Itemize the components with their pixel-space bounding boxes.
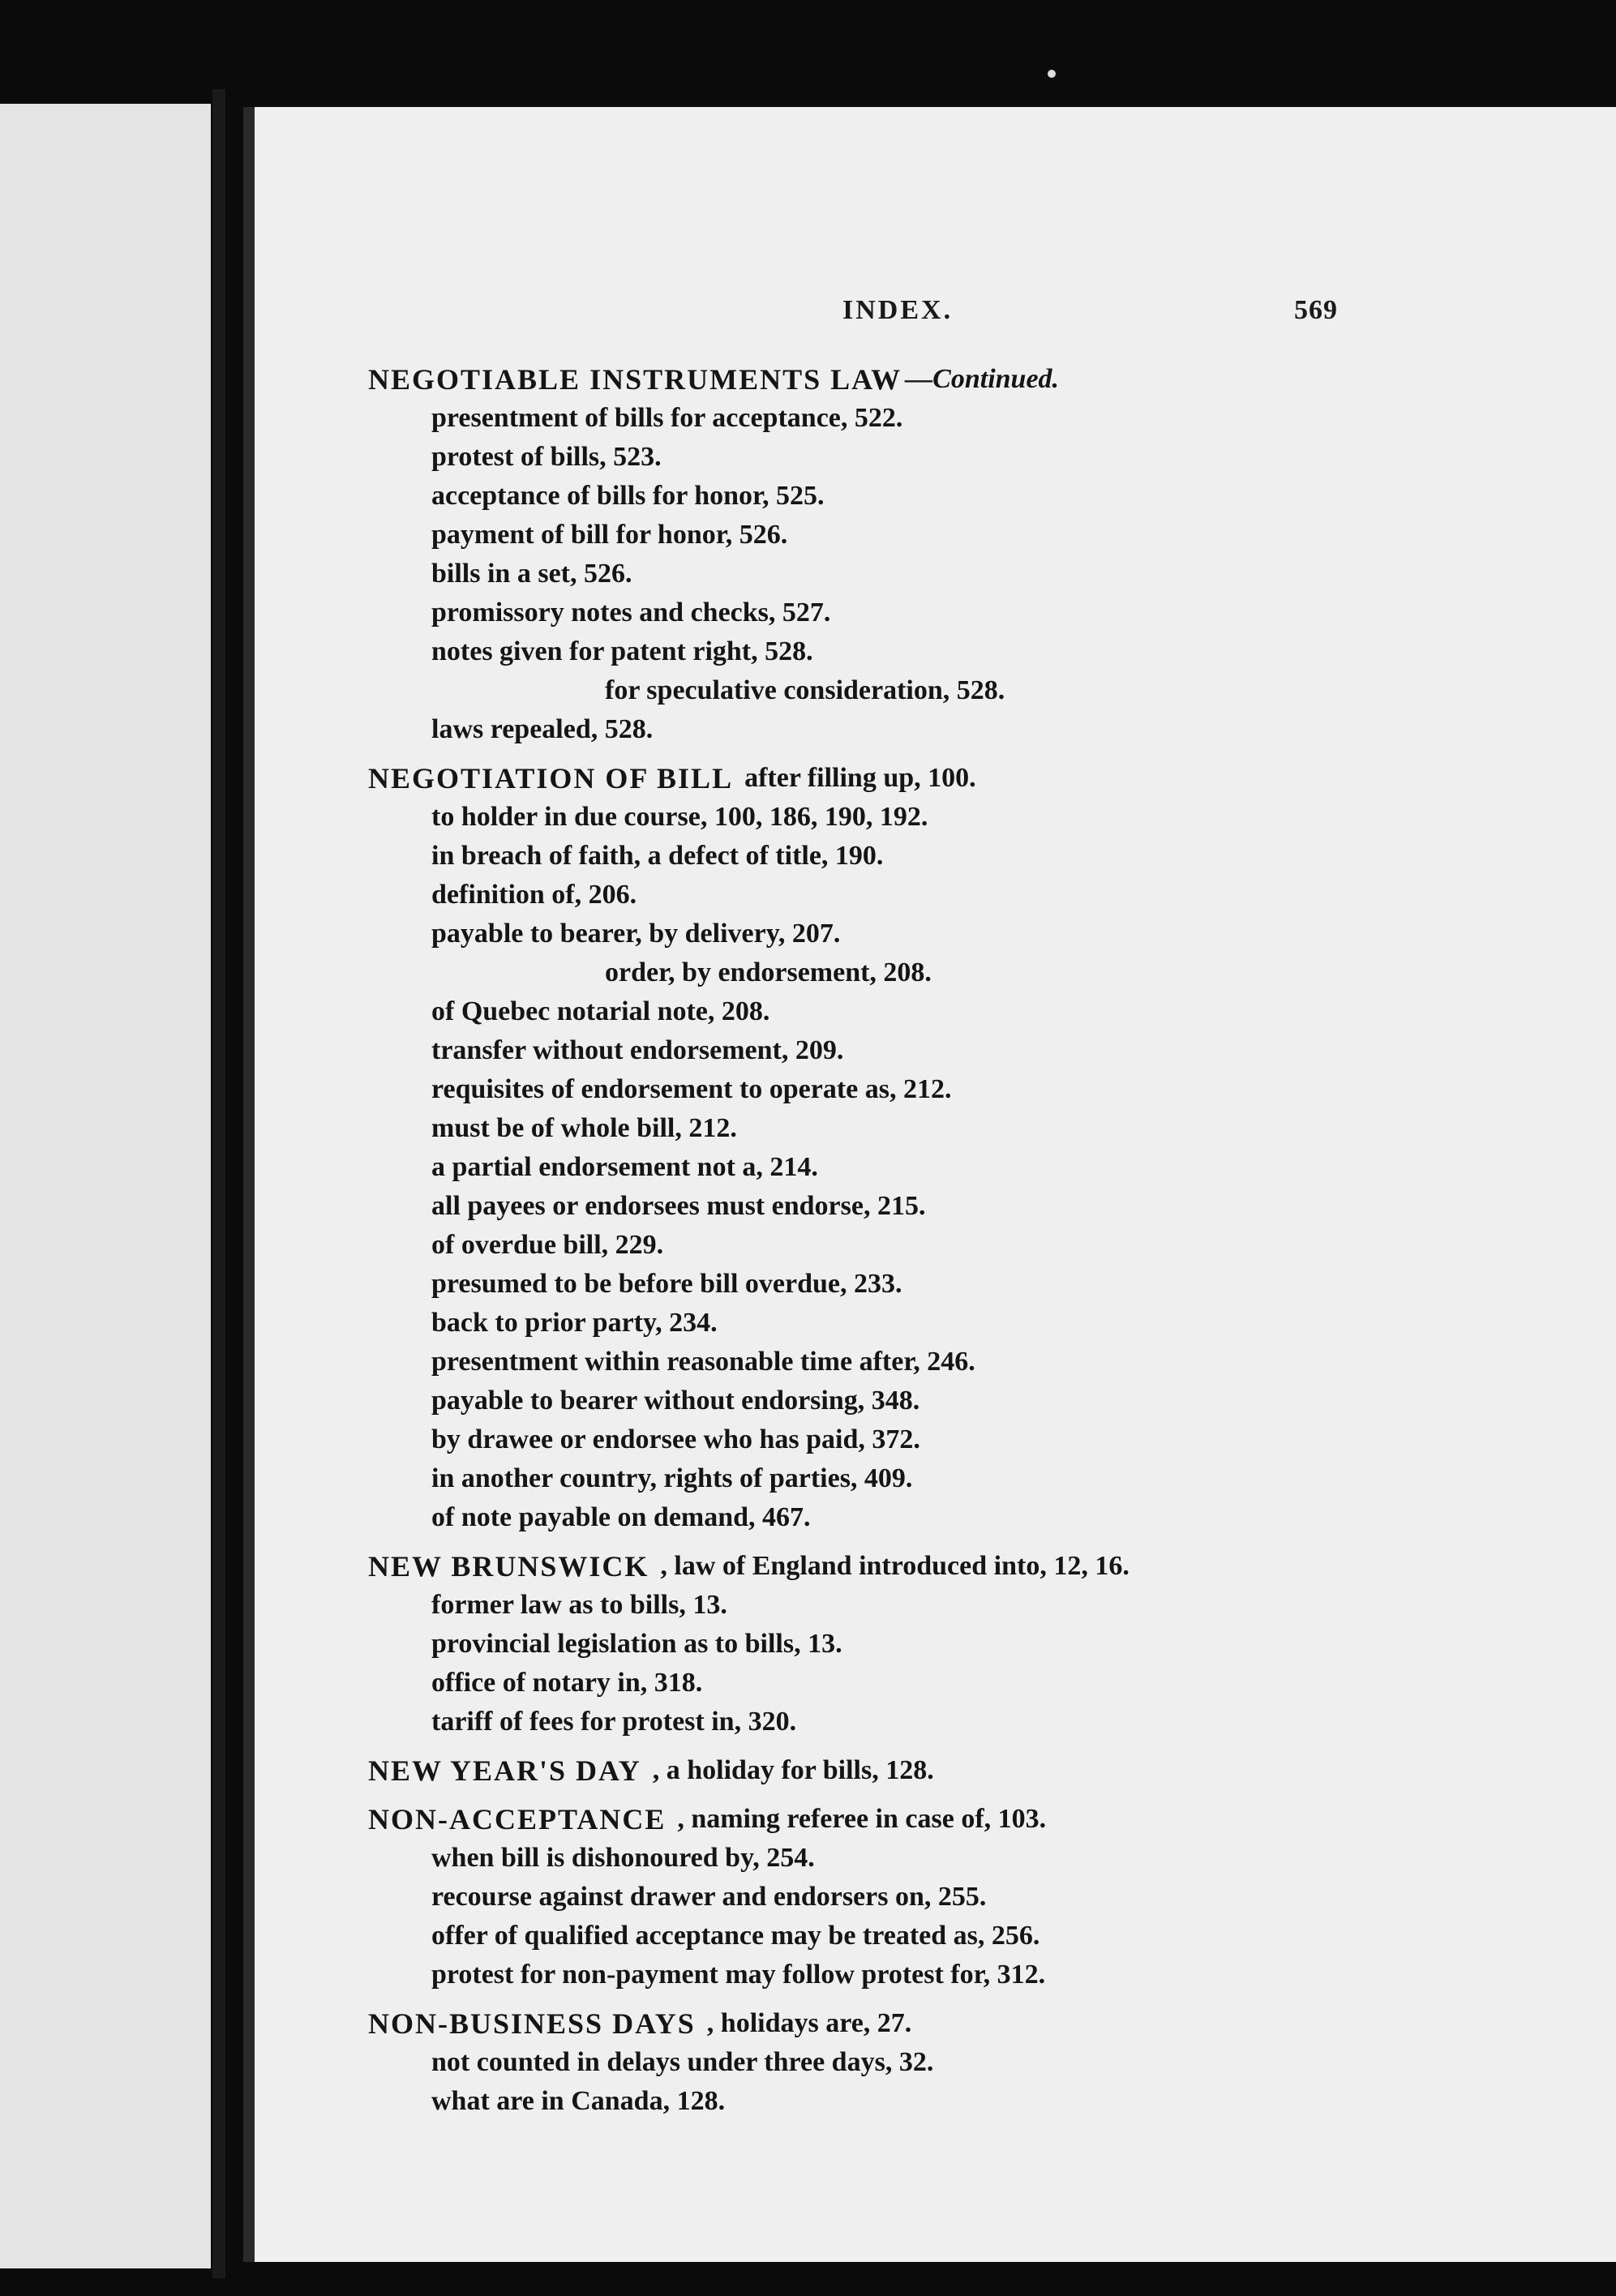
subentry: notes given for patent right, 528. (431, 636, 813, 666)
entry-term: NON-ACCEPTANCE (368, 1803, 667, 1836)
subentry: must be of whole bill, 212. (431, 1113, 737, 1143)
entry-heading (368, 1751, 1503, 1790)
subentry: not counted in delays under three days, 32. (431, 2047, 934, 2077)
subentry: tariff of fees for protest in, 320. (431, 1707, 797, 1737)
subentry: definition of, 206. (431, 880, 637, 910)
subentry: protest of bills, 523. (431, 442, 662, 472)
entry-detail: , law of England introduced into, 12, 16. (660, 1551, 1129, 1581)
index-entry (368, 360, 1503, 749)
subentry: presentment within reasonable time after, 246. (431, 1347, 975, 1377)
subentry: requisites of endorsement to operate as, 212. (431, 1074, 952, 1104)
subentry: in another country, rights of parties, 409. (431, 1463, 913, 1493)
subentry: for speculative consideration, 528. (605, 675, 1005, 705)
subentry: offer of qualified acceptance may be treated as, 256. (431, 1921, 1040, 1951)
running-title: INDEX. (842, 295, 954, 325)
index-entry (368, 2004, 1503, 2121)
subentry: laws repealed, 528. (431, 714, 654, 744)
subentry: to holder in due course, 100, 186, 190, 192. (431, 802, 928, 832)
subentry: a partial endorsement not a, 214. (431, 1152, 818, 1182)
entry-term: NEW YEAR'S DAY (368, 1754, 641, 1787)
page-number: 569 (1294, 295, 1338, 325)
subentry: in breach of faith, a defect of title, 190. (431, 841, 884, 871)
entry-heading (368, 759, 1503, 798)
index-entry (368, 759, 1503, 1537)
entry-heading (368, 1547, 1503, 1586)
subentry: all payees or endorsees must endorse, 215. (431, 1191, 926, 1221)
subentry: order, by endorsement, 208. (605, 957, 932, 987)
entry-detail: —Continued. (905, 364, 1060, 394)
entry-heading (368, 2004, 1503, 2043)
entry-heading (368, 1800, 1503, 1839)
subentry: of overdue bill, 229. (431, 1230, 664, 1260)
subentry: of note payable on demand, 467. (431, 1502, 811, 1532)
subentry: presentment of bills for acceptance, 522. (431, 403, 903, 433)
subentry: of Quebec notarial note, 208. (431, 996, 770, 1026)
subentry: provincial legislation as to bills, 13. (431, 1629, 842, 1659)
subentry: promissory notes and checks, 527. (431, 598, 831, 628)
index-entry (368, 1751, 1503, 1790)
entry-heading (368, 360, 1503, 399)
subentry: payment of bill for honor, 526. (431, 520, 788, 550)
entry-detail: , naming referee in case of, 103. (677, 1804, 1047, 1834)
entry-term: NEGOTIATION OF BILL (368, 762, 734, 795)
entry-detail: , a holiday for bills, 128. (652, 1755, 934, 1785)
entry-term: NON-BUSINESS DAYS (368, 2007, 696, 2040)
entry-term: NEGOTIABLE INSTRUMENTS LAW (368, 363, 902, 396)
index-page (243, 107, 1616, 2262)
subentry: former law as to bills, 13. (431, 1590, 727, 1620)
index-entries (368, 350, 1503, 2121)
subentry: presumed to be before bill overdue, 233. (431, 1269, 902, 1299)
facing-page-edge (0, 104, 211, 2268)
subentry: back to prior party, 234. (431, 1308, 718, 1338)
index-entry (368, 1800, 1503, 1994)
subentry: bills in a set, 526. (431, 559, 632, 589)
book-gutter (212, 89, 225, 2278)
entry-detail: , holidays are, 27. (706, 2008, 912, 2038)
scan-speck (1048, 70, 1056, 78)
entry-term: NEW BRUNSWICK (368, 1550, 649, 1583)
subentry: office of notary in, 318. (431, 1668, 703, 1698)
entry-detail: after filling up, 100. (744, 763, 976, 793)
subentry: protest for non-payment may follow protest for, 312. (431, 1960, 1046, 1990)
subentry: by drawee or endorsee who has paid, 372. (431, 1424, 920, 1454)
subentry: what are in Canada, 128. (431, 2086, 726, 2116)
subentry: transfer without endorsement, 209. (431, 1035, 844, 1065)
subentry: when bill is dishonoured by, 254. (431, 1843, 815, 1873)
subentry: payable to bearer, by delivery, 207. (431, 919, 841, 949)
subentry: payable to bearer without endorsing, 348. (431, 1386, 920, 1416)
subentry: recourse against drawer and endorsers on, 255. (431, 1882, 987, 1912)
index-entry (368, 1547, 1503, 1741)
subentry: acceptance of bills for honor, 525. (431, 481, 825, 511)
